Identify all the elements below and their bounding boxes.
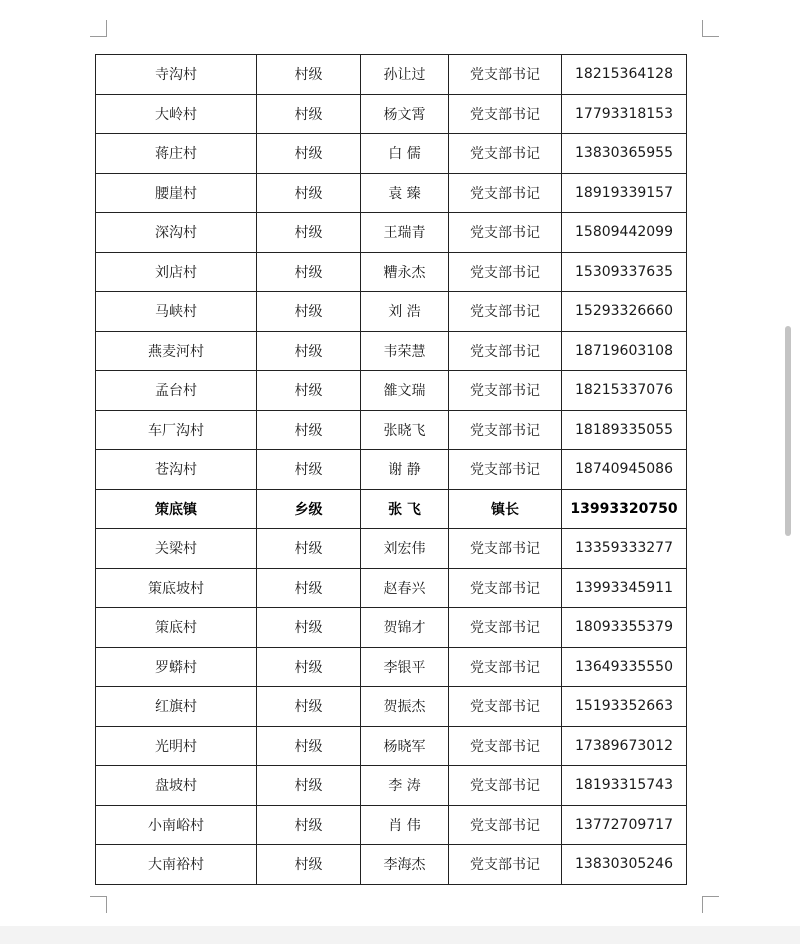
level-cell: 村级 bbox=[257, 568, 361, 608]
contact-table-body bbox=[96, 55, 687, 885]
unit-cell: 腰崖村 bbox=[96, 173, 257, 213]
name-cell: 李 涛 bbox=[361, 766, 449, 806]
name-cell: 肖 伟 bbox=[361, 805, 449, 845]
crop-mark-top-left bbox=[90, 20, 107, 37]
table-row bbox=[96, 371, 687, 411]
unit-cell: 大南裕村 bbox=[96, 845, 257, 885]
level-cell: 村级 bbox=[257, 766, 361, 806]
table-row bbox=[96, 331, 687, 371]
name-cell: 贺锦才 bbox=[361, 608, 449, 648]
level-cell: 村级 bbox=[257, 450, 361, 490]
table-row bbox=[96, 450, 687, 490]
unit-cell: 小南峪村 bbox=[96, 805, 257, 845]
name-cell: 白 儒 bbox=[361, 134, 449, 174]
position-cell: 党支部书记 bbox=[449, 55, 562, 95]
position-cell: 党支部书记 bbox=[449, 292, 562, 332]
name-cell: 刘 浩 bbox=[361, 292, 449, 332]
level-cell: 村级 bbox=[257, 134, 361, 174]
phone-cell: 13359333277 bbox=[562, 529, 687, 569]
phone-cell: 18093355379 bbox=[562, 608, 687, 648]
level-cell: 村级 bbox=[257, 687, 361, 727]
table-row bbox=[96, 489, 687, 529]
unit-cell: 刘店村 bbox=[96, 252, 257, 292]
level-cell: 村级 bbox=[257, 845, 361, 885]
unit-cell: 马峡村 bbox=[96, 292, 257, 332]
position-cell: 党支部书记 bbox=[449, 726, 562, 766]
level-cell: 村级 bbox=[257, 173, 361, 213]
unit-cell: 罗蟒村 bbox=[96, 647, 257, 687]
name-cell: 杨文霄 bbox=[361, 94, 449, 134]
unit-cell: 燕麦河村 bbox=[96, 331, 257, 371]
table-row bbox=[96, 94, 687, 134]
level-cell: 村级 bbox=[257, 647, 361, 687]
table-row bbox=[96, 292, 687, 332]
phone-cell: 13830305246 bbox=[562, 845, 687, 885]
phone-cell: 15309337635 bbox=[562, 252, 687, 292]
level-cell: 村级 bbox=[257, 529, 361, 569]
position-cell: 党支部书记 bbox=[449, 608, 562, 648]
name-cell: 贺振杰 bbox=[361, 687, 449, 727]
phone-cell: 17793318153 bbox=[562, 94, 687, 134]
position-cell: 党支部书记 bbox=[449, 213, 562, 253]
unit-cell: 策底镇 bbox=[96, 489, 257, 529]
viewer-bottom-strip bbox=[0, 926, 800, 944]
position-cell: 党支部书记 bbox=[449, 845, 562, 885]
table-row bbox=[96, 687, 687, 727]
phone-cell: 17389673012 bbox=[562, 726, 687, 766]
name-cell: 韦荣慧 bbox=[361, 331, 449, 371]
level-cell: 村级 bbox=[257, 213, 361, 253]
phone-cell: 15809442099 bbox=[562, 213, 687, 253]
name-cell: 张 飞 bbox=[361, 489, 449, 529]
table-row bbox=[96, 252, 687, 292]
phone-cell: 18919339157 bbox=[562, 173, 687, 213]
phone-cell: 15193352663 bbox=[562, 687, 687, 727]
position-cell: 党支部书记 bbox=[449, 450, 562, 490]
table-row bbox=[96, 134, 687, 174]
name-cell: 谢 静 bbox=[361, 450, 449, 490]
phone-cell: 13993320750 bbox=[562, 489, 687, 529]
level-cell: 村级 bbox=[257, 94, 361, 134]
phone-cell: 13993345911 bbox=[562, 568, 687, 608]
crop-mark-top-right bbox=[702, 20, 719, 37]
level-cell: 村级 bbox=[257, 410, 361, 450]
position-cell: 党支部书记 bbox=[449, 331, 562, 371]
name-cell: 袁 臻 bbox=[361, 173, 449, 213]
unit-cell: 光明村 bbox=[96, 726, 257, 766]
unit-cell: 车厂沟村 bbox=[96, 410, 257, 450]
name-cell: 赵春兴 bbox=[361, 568, 449, 608]
unit-cell: 关梁村 bbox=[96, 529, 257, 569]
name-cell: 糟永杰 bbox=[361, 252, 449, 292]
table-row bbox=[96, 647, 687, 687]
table-row bbox=[96, 568, 687, 608]
phone-cell: 13772709717 bbox=[562, 805, 687, 845]
phone-cell: 18189335055 bbox=[562, 410, 687, 450]
phone-cell: 13830365955 bbox=[562, 134, 687, 174]
unit-cell: 深沟村 bbox=[96, 213, 257, 253]
level-cell: 村级 bbox=[257, 371, 361, 411]
position-cell: 党支部书记 bbox=[449, 766, 562, 806]
level-cell: 村级 bbox=[257, 55, 361, 95]
crop-mark-bottom-right bbox=[702, 896, 719, 913]
level-cell: 村级 bbox=[257, 292, 361, 332]
phone-cell: 18740945086 bbox=[562, 450, 687, 490]
phone-cell: 18215364128 bbox=[562, 55, 687, 95]
phone-cell: 18193315743 bbox=[562, 766, 687, 806]
table-row bbox=[96, 805, 687, 845]
level-cell: 乡级 bbox=[257, 489, 361, 529]
phone-cell: 18215337076 bbox=[562, 371, 687, 411]
name-cell: 张晓飞 bbox=[361, 410, 449, 450]
table-row bbox=[96, 608, 687, 648]
unit-cell: 大岭村 bbox=[96, 94, 257, 134]
position-cell: 党支部书记 bbox=[449, 687, 562, 727]
level-cell: 村级 bbox=[257, 252, 361, 292]
position-cell: 党支部书记 bbox=[449, 134, 562, 174]
level-cell: 村级 bbox=[257, 726, 361, 766]
position-cell: 党支部书记 bbox=[449, 173, 562, 213]
unit-cell: 蒋庄村 bbox=[96, 134, 257, 174]
unit-cell: 苍沟村 bbox=[96, 450, 257, 490]
position-cell: 党支部书记 bbox=[449, 529, 562, 569]
unit-cell: 寺沟村 bbox=[96, 55, 257, 95]
name-cell: 杨晓军 bbox=[361, 726, 449, 766]
vertical-scrollbar-thumb[interactable] bbox=[785, 326, 791, 536]
position-cell: 党支部书记 bbox=[449, 647, 562, 687]
position-cell: 党支部书记 bbox=[449, 805, 562, 845]
level-cell: 村级 bbox=[257, 331, 361, 371]
table-row bbox=[96, 766, 687, 806]
unit-cell: 策底村 bbox=[96, 608, 257, 648]
table-row bbox=[96, 213, 687, 253]
position-cell: 党支部书记 bbox=[449, 410, 562, 450]
name-cell: 刘宏伟 bbox=[361, 529, 449, 569]
name-cell: 孙让过 bbox=[361, 55, 449, 95]
unit-cell: 红旗村 bbox=[96, 687, 257, 727]
level-cell: 村级 bbox=[257, 805, 361, 845]
name-cell: 李银平 bbox=[361, 647, 449, 687]
phone-cell: 13649335550 bbox=[562, 647, 687, 687]
position-cell: 党支部书记 bbox=[449, 252, 562, 292]
position-cell: 党支部书记 bbox=[449, 94, 562, 134]
phone-cell: 15293326660 bbox=[562, 292, 687, 332]
name-cell: 王瑞青 bbox=[361, 213, 449, 253]
table-row bbox=[96, 726, 687, 766]
contact-table bbox=[95, 54, 687, 885]
unit-cell: 孟台村 bbox=[96, 371, 257, 411]
table-row bbox=[96, 845, 687, 885]
table-row bbox=[96, 55, 687, 95]
table-row bbox=[96, 529, 687, 569]
phone-cell: 18719603108 bbox=[562, 331, 687, 371]
name-cell: 李海杰 bbox=[361, 845, 449, 885]
crop-mark-bottom-left bbox=[90, 896, 107, 913]
level-cell: 村级 bbox=[257, 608, 361, 648]
table-row bbox=[96, 173, 687, 213]
unit-cell: 盘坡村 bbox=[96, 766, 257, 806]
name-cell: 雒文瑞 bbox=[361, 371, 449, 411]
position-cell: 党支部书记 bbox=[449, 568, 562, 608]
unit-cell: 策底坡村 bbox=[96, 568, 257, 608]
position-cell: 镇长 bbox=[449, 489, 562, 529]
position-cell: 党支部书记 bbox=[449, 371, 562, 411]
table-row bbox=[96, 410, 687, 450]
